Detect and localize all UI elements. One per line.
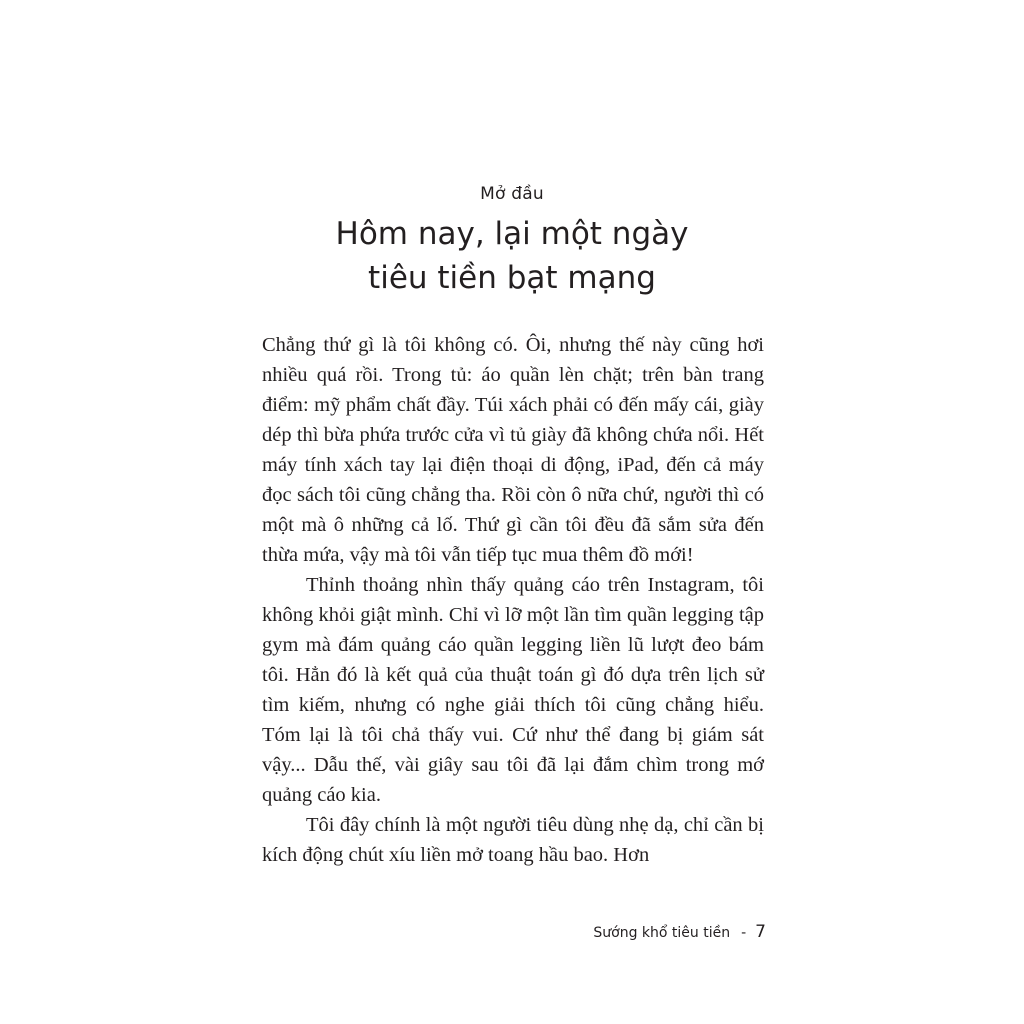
page-footer [540,922,766,942]
chapter-title-line-2: tiêu tiền bạt mạng [368,260,656,296]
chapter-title-line-1: Hôm nay, lại một ngày [335,216,689,252]
chapter-title [0,212,1024,300]
running-title: Sướng khổ tiêu tiền [593,925,731,941]
paragraph-2: Thỉnh thoảng nhìn thấy quảng cáo trên Instagram, tôi không khỏi giật mình. Chỉ vì lỡ một lần tìm quần legging tập gym mà đám quảng cáo quần legging liền lũ lượt đeo bám tôi. Hẳn đó là kết quả của thuật toán gì đó dựa trên lịch sử tìm kiếm, nhưng có nghe giải thích tôi cũng chẳng hiểu. Tóm lại là tôi chả thấy vui. Cứ như thể đang bị giám sát vậy... Dẫu thế, vài giây sau tôi đã lại đắm chìm trong mớ quảng cáo kia. [262,574,764,806]
paragraph-3: Tôi đây chính là một người tiêu dùng nhẹ dạ, chỉ cần bị kích động chút xíu liền mở toang hầu bao. Hơn [262,814,764,866]
footer-separator: - [741,925,747,941]
chapter-label: Mở đầu [480,184,544,204]
paragraph-1: Chẳng thứ gì là tôi không có. Ôi, nhưng thế này cũng hơi nhiều quá rồi. Trong tủ: áo quần lèn chặt; trên bàn trang điểm: mỹ phẩm chất đầy. Túi xách phải có đến mấy cái, giày dép thì bừa phứa trước cửa vì tủ giày đã không chứa nổi. Hết máy tính xách tay lại điện thoại di động, iPad, đến cả máy đọc sách tôi cũng chẳng tha. Rồi còn ô nữa chứ, người thì có một mà ô những cả lố. Thứ gì cần tôi đều đã sắm sửa đến thừa mứa, vậy mà tôi vẫn tiếp tục mua thêm đồ mới! [262,334,764,566]
body-text [262,330,764,870]
page-number: 7 [755,922,766,942]
